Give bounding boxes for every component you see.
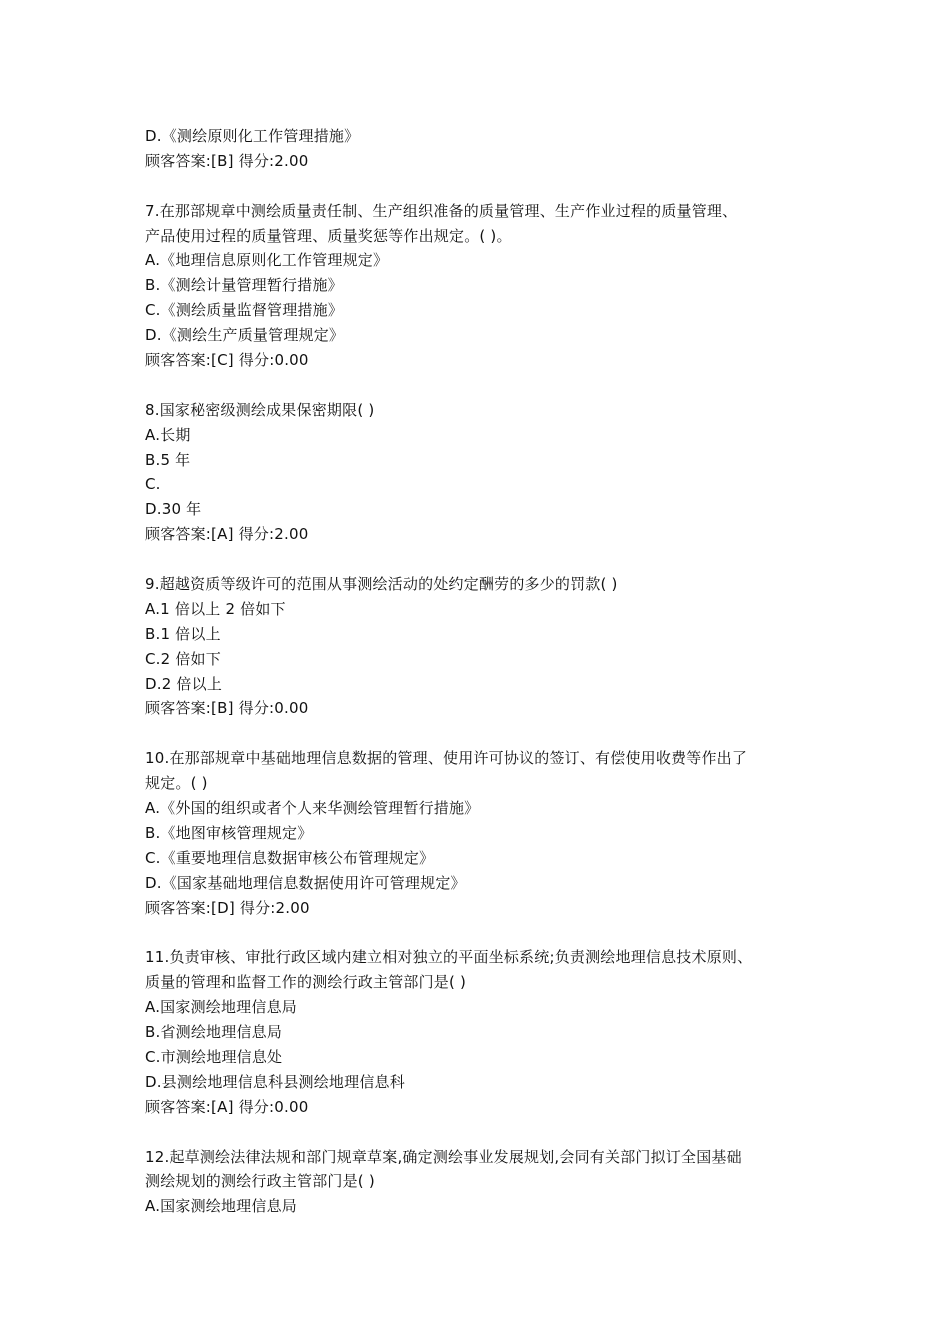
answer-line: 顾客答案:[A] 得分:0.00 <box>145 1097 309 1116</box>
option-c: C.2 倍如下 <box>145 649 221 668</box>
option-b: B.5 年 <box>145 450 191 469</box>
lead-option-d: D.《测绘原则化工作管理措施》 <box>145 127 360 145</box>
question-stem: 质量的管理和监督工作的测绘行政主管部门是( ) <box>145 973 467 992</box>
option-d: D.县测绘地理信息科县测绘地理信息科 <box>145 1072 405 1091</box>
option-c: C.《测绘质量监督管理措施》 <box>145 301 344 320</box>
option-a: A.长期 <box>145 425 191 444</box>
question-stem: 产品使用过程的质量管理、质量奖惩等作出规定。( )。 <box>145 226 512 245</box>
document-page <box>145 124 825 1219</box>
spacer <box>145 373 825 398</box>
option-a: A.《地理信息原则化工作管理规定》 <box>145 251 389 270</box>
question-12 <box>145 1145 825 1220</box>
spacer <box>145 921 825 946</box>
option-c: C.《重要地理信息数据审核公布管理规定》 <box>145 848 435 867</box>
option-b: B.1 倍以上 <box>145 624 221 643</box>
answer-line: 顾客答案:[A] 得分:2.00 <box>145 525 309 544</box>
option-b: B.《测绘计量管理暂行措施》 <box>145 276 343 295</box>
lead-answer: 顾客答案:[B] 得分:2.00 <box>145 151 309 170</box>
question-9 <box>145 572 825 721</box>
option-d: D.《国家基础地理信息数据使用许可管理规定》 <box>145 873 466 892</box>
question-7 <box>145 199 825 373</box>
option-a: A.国家测绘地理信息局 <box>145 1197 297 1216</box>
answer-line: 顾客答案:[B] 得分:0.00 <box>145 699 309 718</box>
question-stem: 7.在那部规章中测绘质量责任制、生产组织准备的质量管理、生产作业过程的质量管理、 <box>145 201 738 220</box>
option-b: B.《地图审核管理规定》 <box>145 823 313 842</box>
question-stem: 9.超越资质等级许可的范围从事测绘活动的处约定酬劳的多少的罚款( ) <box>145 575 618 594</box>
spacer <box>145 721 825 746</box>
spacer <box>145 1120 825 1145</box>
answer-line: 顾客答案:[D] 得分:2.00 <box>145 898 310 917</box>
question-stem: 11.负责审核、审批行政区域内建立相对独立的平面坐标系统;负责测绘地理信息技术原则、 <box>145 948 753 967</box>
question-stem: 10.在那部规章中基础地理信息数据的管理、使用许可协议的签订、有偿使用收费等作出了 <box>145 749 748 768</box>
question-8 <box>145 398 825 547</box>
option-a: A.《外国的组织或者个人来华测绘管理暂行措施》 <box>145 799 480 818</box>
option-c: C.市测绘地理信息处 <box>145 1047 283 1066</box>
option-d: D.《测绘生产质量管理规定》 <box>145 326 345 345</box>
question-10 <box>145 746 825 920</box>
option-b: B.省测绘地理信息局 <box>145 1023 283 1042</box>
option-d: D.30 年 <box>145 500 202 519</box>
option-a: A.国家测绘地理信息局 <box>145 998 297 1017</box>
question-stem: 测绘规划的测绘行政主管部门是( ) <box>145 1172 375 1191</box>
spacer <box>145 174 825 199</box>
answer-line: 顾客答案:[C] 得分:0.00 <box>145 351 309 370</box>
question-stem: 规定。( ) <box>145 774 208 793</box>
question-11 <box>145 945 825 1119</box>
option-a: A.1 倍以上 2 倍如下 <box>145 599 286 618</box>
option-d: D.2 倍以上 <box>145 674 223 693</box>
question-stem: 12.起草测绘法律法规和部门规章草案,确定测绘事业发展规划,会同有关部门拟订全国基础 <box>145 1147 742 1166</box>
option-c: C. <box>145 475 161 494</box>
question-stem: 8.国家秘密级测绘成果保密期限( ) <box>145 400 375 419</box>
spacer <box>145 547 825 572</box>
